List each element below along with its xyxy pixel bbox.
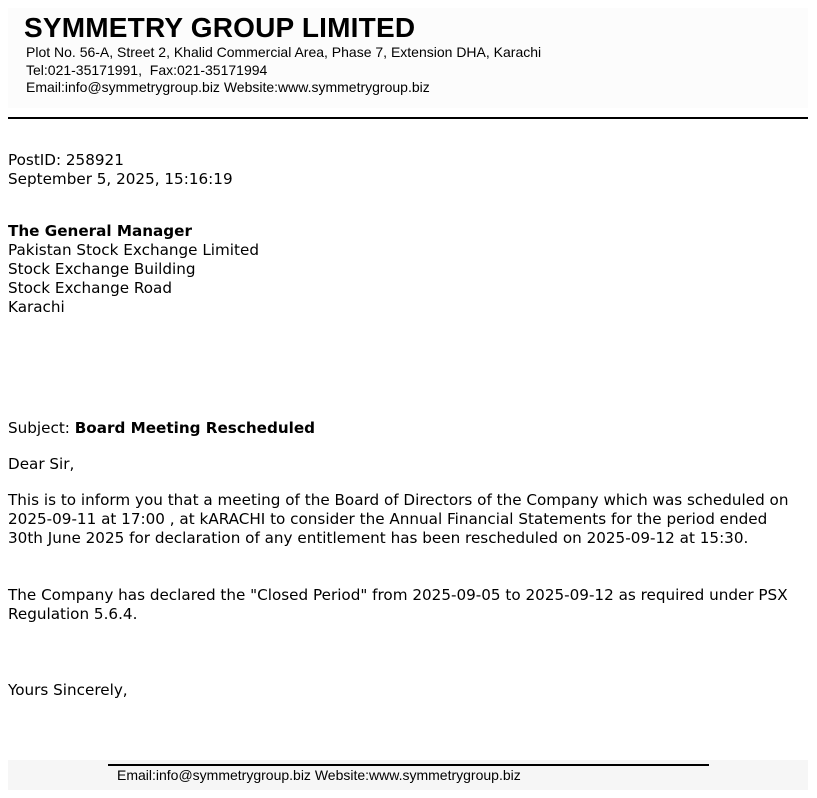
company-address: Plot No. 56-A, Street 2, Khalid Commercial Area, Phase 7, Extension DHA, Karachi: [26, 44, 542, 60]
body-paragraph: This is to inform you that a meeting of the Board of Directors of the Company which was scheduled on 2025-09-11 at 17:00 , at kARACHI to consider the Annual Financial Statements for the period ended 30th June 2025 for declaration of any entitlement has been rescheduled on 2025-09-12 at 15:30.: [8, 491, 789, 547]
company-name: SYMMETRY GROUP LIMITED: [24, 12, 416, 43]
footer-divider: [108, 764, 709, 766]
recipient-address: [8, 222, 259, 317]
recipient-line: Stock Exchange Building: [8, 260, 196, 278]
recipient-line: Stock Exchange Road: [8, 279, 173, 297]
recipient-line: Pakistan Stock Exchange Limited: [8, 241, 259, 259]
closing: Yours Sincerely,: [8, 681, 128, 699]
subject-text: Board Meeting Rescheduled: [74, 419, 316, 437]
salutation: Dear Sir,: [8, 455, 75, 473]
recipient-line: Karachi: [8, 298, 65, 316]
letterhead: [8, 8, 808, 108]
header-divider: [8, 117, 808, 119]
company-email-website: Email:info@symmetrygroup.biz Website:www.symmetrygroup.biz: [26, 79, 430, 95]
company-phone-fax: Tel:021-35171991, Fax:021-35171994: [26, 62, 268, 78]
body-paragraph: The Company has declared the "Closed Period" from 2025-09-05 to 2025-09-12 as required under PSX Regulation 5.6.4.: [8, 586, 788, 623]
subject-line: [8, 419, 315, 438]
post-id: PostID: 258921: [8, 151, 124, 169]
post-meta: [8, 151, 233, 189]
footer-email-website: Email:info@symmetrygroup.biz Website:www.symmetrygroup.biz: [117, 767, 521, 783]
subject-label: Subject:: [8, 419, 75, 437]
recipient-title: The General Manager: [8, 222, 192, 240]
post-datetime: September 5, 2025, 15:16:19: [8, 170, 233, 188]
